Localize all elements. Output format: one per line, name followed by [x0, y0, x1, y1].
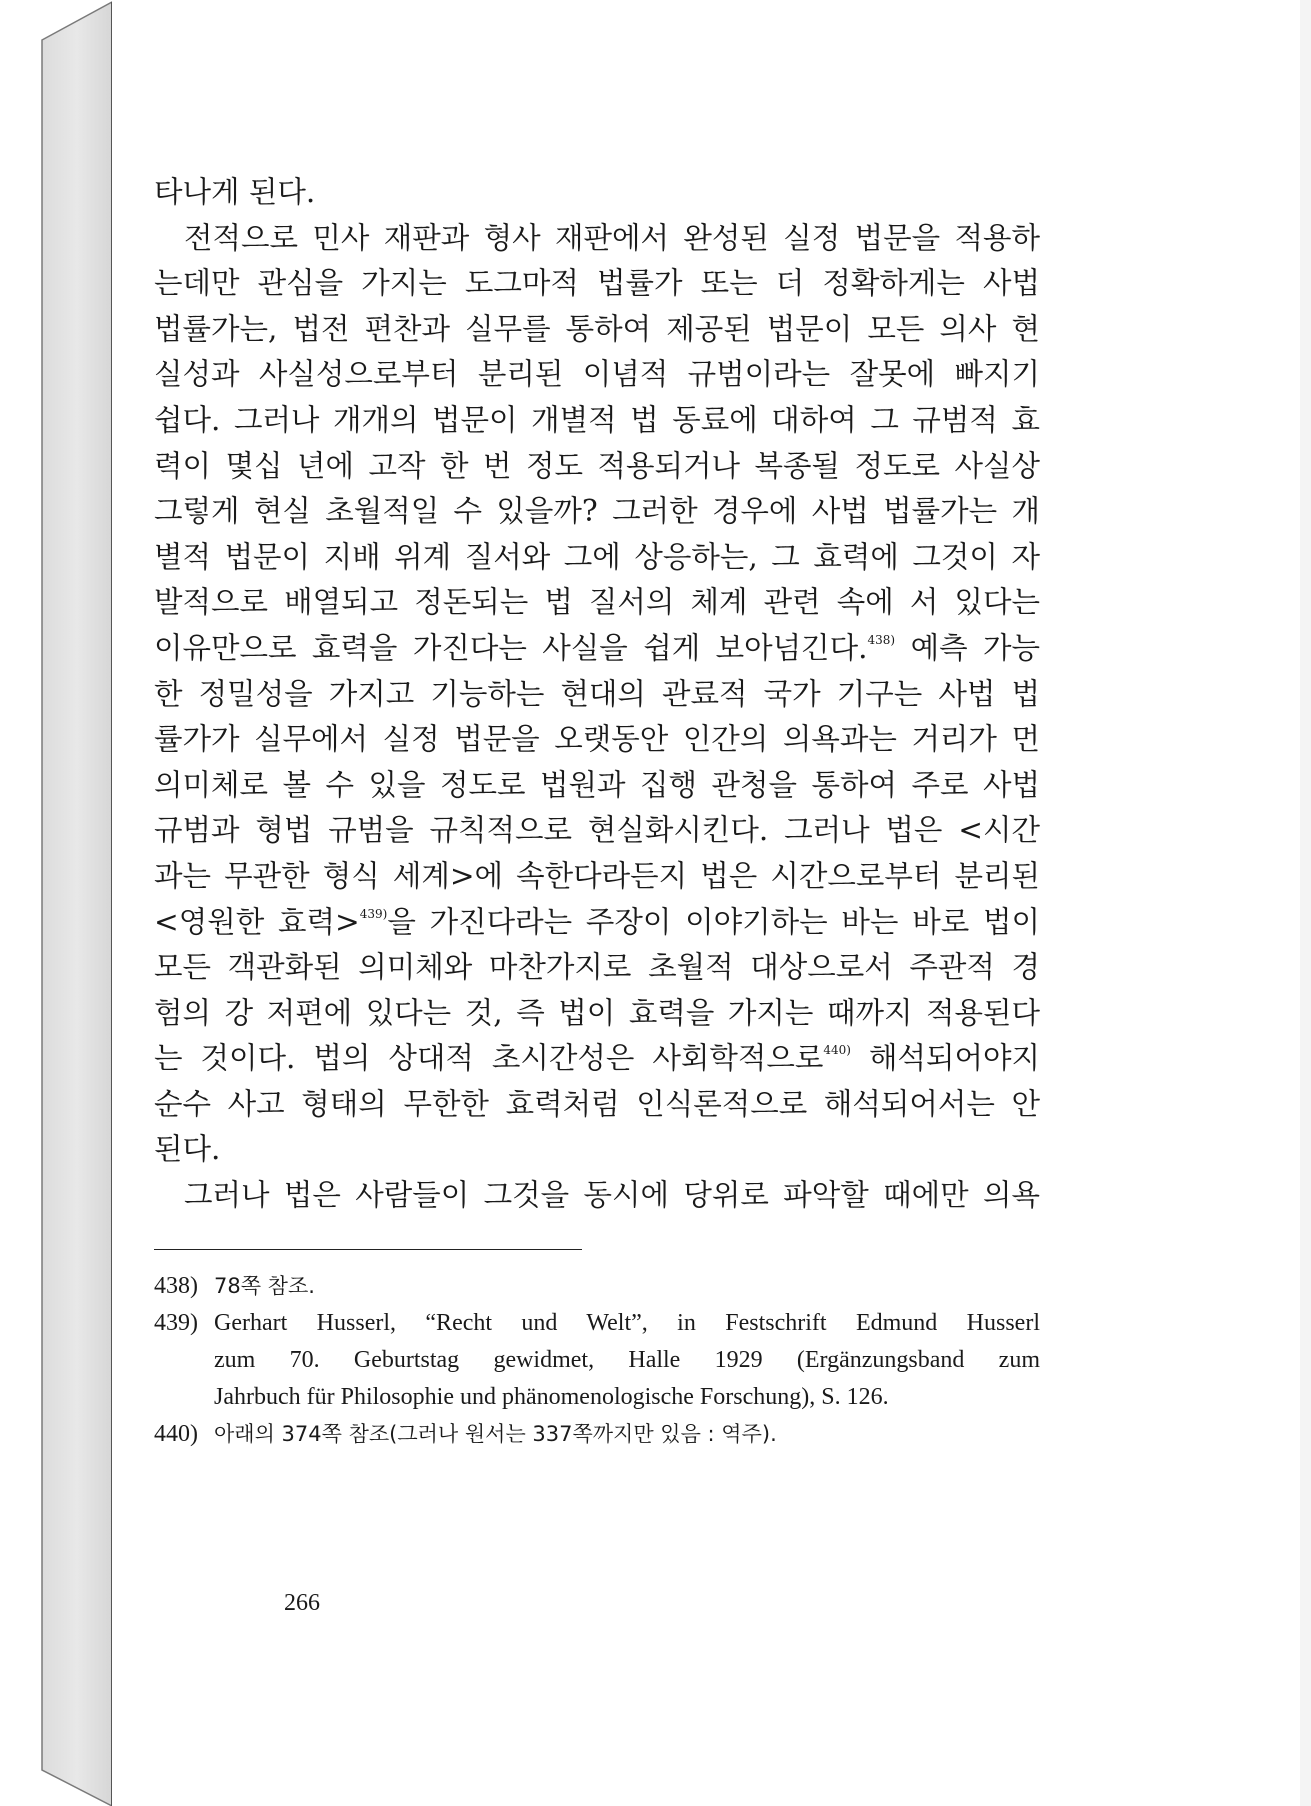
text-segment: 이유만으로 효력을 가진다는 사실을 쉽게 보아넘긴다. — [154, 630, 868, 665]
text-line: 규범과 형법 규범을 규칙적으로 현실화시킨다. 그러나 법은 <시간 — [154, 813, 1040, 848]
footnote-440 — [154, 1416, 1040, 1453]
text-line: 쉽다. 그러나 개개의 법문이 개별적 법 동료에 대하여 그 규범적 효 — [154, 402, 1040, 437]
footnote-line: 78쪽 참조. — [214, 1273, 315, 1298]
text-segment: 예측 가능 — [895, 630, 1040, 665]
text-line — [154, 1036, 1040, 1082]
text-line: 법률가는, 법전 편찬과 실무를 통하여 제공된 법문이 모든 의사 현 — [154, 311, 1040, 346]
text-segment: <영원한 효력> — [154, 904, 360, 939]
text-line: 과는 무관한 형식 세계>에 속한다라든지 법은 시간으로부터 분리된 — [154, 858, 1040, 893]
text-line: 그러나 법은 사람들이 그것을 동시에 당위로 파악할 때에만 의욕 — [184, 1178, 1040, 1213]
footnote-text — [214, 1416, 1040, 1453]
text-line — [154, 900, 1040, 946]
text-line — [154, 626, 1040, 672]
footnote-divider — [154, 1249, 582, 1250]
text-line: 순수 사고 형태의 무한한 효력처럼 인식론적으로 해석되어서는 안 — [154, 1086, 1040, 1121]
footnote-line: zum 70. Geburtstag gewidmet, Halle 1929 (Ergänzungsband zum — [214, 1346, 1040, 1373]
footnote-number: 439) — [154, 1309, 198, 1336]
text-line: 모든 객관화된 의미체와 마찬가지로 초월적 대상으로서 주관적 경 — [154, 950, 1040, 985]
text-line: 력이 몇십 년에 고작 한 번 정도 적용되거나 복종될 정도로 사실상 — [154, 448, 1040, 483]
footnotes — [154, 1268, 1040, 1453]
page-content — [154, 170, 1040, 1453]
footnote-line: Jahrbuch für Philosophie und phänomenologische Forschung), S. 126. — [214, 1383, 889, 1410]
text-line: 는데만 관심을 가지는 도그마적 법률가 또는 더 정확하게는 사법 — [154, 266, 1040, 301]
paragraph — [154, 170, 1040, 216]
footnote-ref-438[interactable]: 438) — [867, 632, 896, 647]
paragraph — [154, 216, 1040, 1173]
footnote-line: Gerhart Husserl, “Recht und Welt”, in Festschrift Edmund Husserl — [214, 1309, 1040, 1336]
text-line: 발적으로 배열되고 정돈되는 법 질서의 체계 관련 속에 서 있다는 — [154, 585, 1040, 620]
footnote-number: 438) — [154, 1272, 198, 1299]
footnote-438 — [154, 1268, 1040, 1305]
footnote-number: 440) — [154, 1420, 198, 1447]
paragraph — [154, 1173, 1040, 1219]
footnote-line: 아래의 374쪽 참조(그러나 원서는 337쪽까지만 있음 : 역주). — [214, 1421, 777, 1446]
body-text — [154, 170, 1040, 1219]
footnote-text — [214, 1268, 1040, 1305]
text-line: 타나게 된다. — [154, 175, 316, 209]
text-line: 실성과 사실성으로부터 분리된 이념적 규범이라는 잘못에 빠지기 — [154, 357, 1040, 392]
page-number: 266 — [284, 1590, 320, 1616]
footnote-ref-439[interactable]: 439) — [359, 906, 388, 921]
footnote-text — [214, 1305, 1040, 1416]
text-line: 전적으로 민사 재판과 형사 재판에서 완성된 실정 법문을 적용하 — [184, 220, 1040, 255]
footnote-ref-440[interactable]: 440) — [823, 1043, 851, 1058]
text-segment: 해석되어야지 — [851, 1041, 1040, 1076]
footnote-439 — [154, 1305, 1040, 1416]
text-segment: 는 것이다. 법의 상대적 초시간성은 사회학적으로 — [154, 1041, 824, 1076]
text-line: 률가가 실무에서 실정 법문을 오랫동안 인간의 의욕과는 거리가 먼 — [154, 722, 1040, 757]
text-line: 된다. — [154, 1132, 221, 1167]
text-line: 그렇게 현실 초월적일 수 있을까? 그러한 경우에 사법 법률가는 개 — [154, 494, 1040, 529]
text-line: 의미체로 볼 수 있을 정도로 법원과 집행 관청을 통하여 주로 사법 — [154, 767, 1040, 802]
text-segment: 을 가진다라는 주장이 이야기하는 바는 바로 법이 — [387, 904, 1040, 939]
text-line: 별적 법문이 지배 위계 질서와 그에 상응하는, 그 효력에 그것이 자 — [154, 539, 1040, 574]
text-line: 험의 강 저편에 있다는 것, 즉 법이 효력을 가지는 때까지 적용된다 — [154, 995, 1040, 1030]
text-line: 한 정밀성을 가지고 기능하는 현대의 관료적 국가 기구는 사법 법 — [154, 676, 1040, 711]
